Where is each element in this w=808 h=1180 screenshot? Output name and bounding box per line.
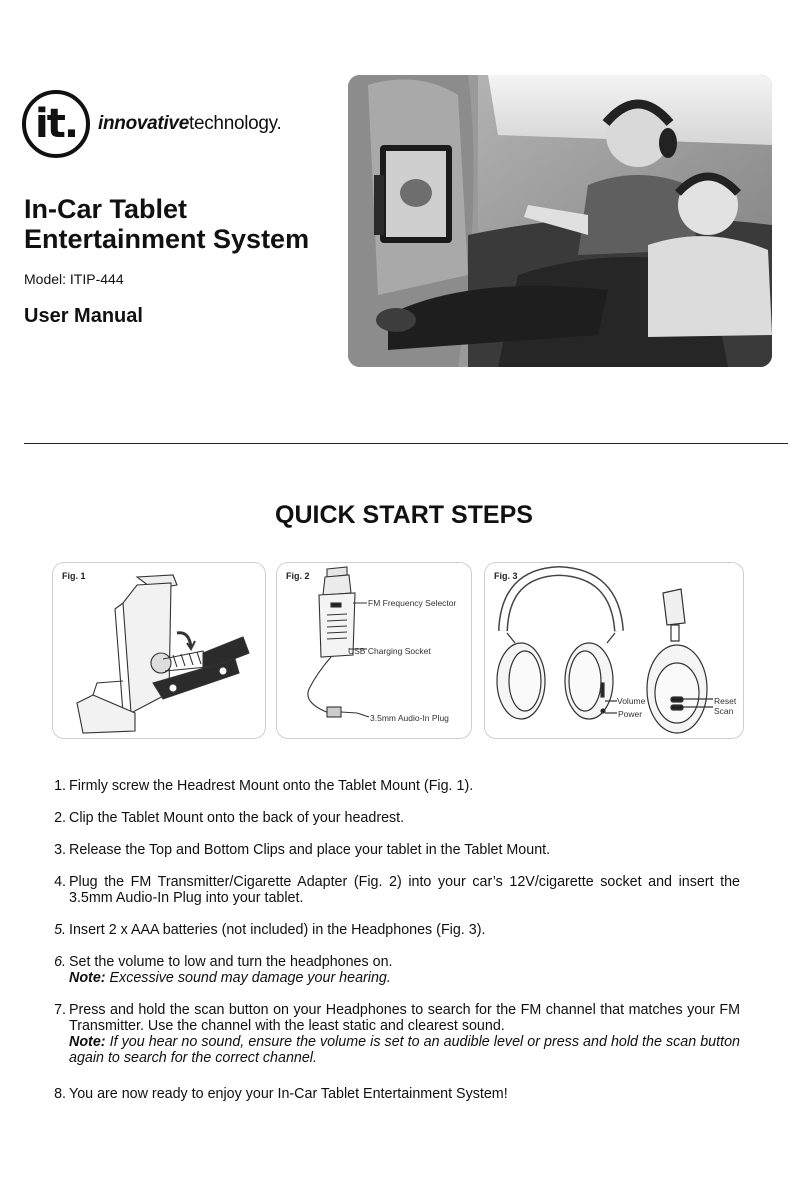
fig2-callout-usb-socket: USB Charging Socket <box>348 646 431 656</box>
step-number: 2. <box>54 810 66 826</box>
step-text: Set the volume to low and turn the headphones on. <box>69 954 393 970</box>
step-number: 8. <box>54 1086 66 1102</box>
car-interior-illustration <box>348 75 772 367</box>
document-title <box>24 194 309 254</box>
logo-wordmark <box>98 113 281 135</box>
step-text: You are now ready to enjoy your In-Car Tablet Entertainment System! <box>69 1086 508 1102</box>
title-line-1: In-Car Tablet <box>24 194 188 224</box>
figure-3 <box>484 562 744 739</box>
step-number: 4. <box>54 874 66 890</box>
logo-word-regular: technology. <box>188 113 282 134</box>
fig3-callout-power: Power <box>618 709 643 719</box>
step-number: 7. <box>54 1002 66 1018</box>
figure-2-label: Fig. 2 <box>286 571 310 581</box>
headphones-illustration <box>485 563 743 738</box>
note-label: Note: <box>69 1034 106 1050</box>
step-note <box>69 1034 740 1066</box>
fig2-callout-audio-plug: 3.5mm Audio-In Plug <box>370 713 449 723</box>
fig2-callout-fm-selector: FM Frequency Selector <box>368 598 457 608</box>
note-text: If you hear no sound, ensure the volume is set to an audible level or press and hold the scan button again to search for the correct channel. <box>69 1034 740 1066</box>
title-line-2: Entertainment System <box>24 224 310 254</box>
model-number: Model: ITIP-444 <box>24 271 124 287</box>
user-manual-label: User Manual <box>24 305 143 327</box>
hero-photo <box>348 75 772 367</box>
logo-mark: it. <box>22 90 90 158</box>
fig3-callout-scan: Scan <box>714 706 734 716</box>
note-label: Note: <box>69 970 106 986</box>
figure-1 <box>52 562 266 739</box>
figure-3-label: Fig. 3 <box>494 571 518 581</box>
step-text: Insert 2 x AAA batteries (not included) in the Headphones (Fig. 3). <box>69 922 486 938</box>
fig3-callout-reset: Reset <box>714 696 737 706</box>
note-text: Excessive sound may damage your hearing. <box>109 970 391 986</box>
step-text: Clip the Tablet Mount onto the back of your headrest. <box>69 810 405 826</box>
step-note <box>69 970 391 986</box>
step-number: 3. <box>54 842 66 858</box>
logo-word-bold: innovative <box>98 113 189 134</box>
fig3-callout-volume: Volume <box>617 696 646 706</box>
step-text: Plug the FM Transmitter/Cigarette Adapter (Fig. 2) into your car’s 12V/cigarette socket and insert the 3.5mm Audio-In Plug into your tablet. <box>69 874 740 906</box>
step-number: 6. <box>54 954 66 970</box>
brand-logo <box>22 90 281 158</box>
tablet-mount-illustration <box>53 563 265 738</box>
section-divider <box>24 443 788 444</box>
figure-1-label: Fig. 1 <box>62 571 86 581</box>
figure-2 <box>276 562 472 739</box>
step-number: 5. <box>54 922 66 938</box>
quick-start-title: QUICK START STEPS <box>275 501 533 529</box>
step-text: Release the Top and Bottom Clips and place your tablet in the Tablet Mount. <box>69 842 551 858</box>
step-text: Firmly screw the Headrest Mount onto the Tablet Mount (Fig. 1). <box>69 778 474 794</box>
step-number: 1. <box>54 778 66 794</box>
fm-transmitter-illustration <box>277 563 471 738</box>
step-text: Press and hold the scan button on your Headphones to search for the FM channel that matches your FM Transmitter. Use the channel with the least static and clearest sound. <box>69 1002 740 1034</box>
